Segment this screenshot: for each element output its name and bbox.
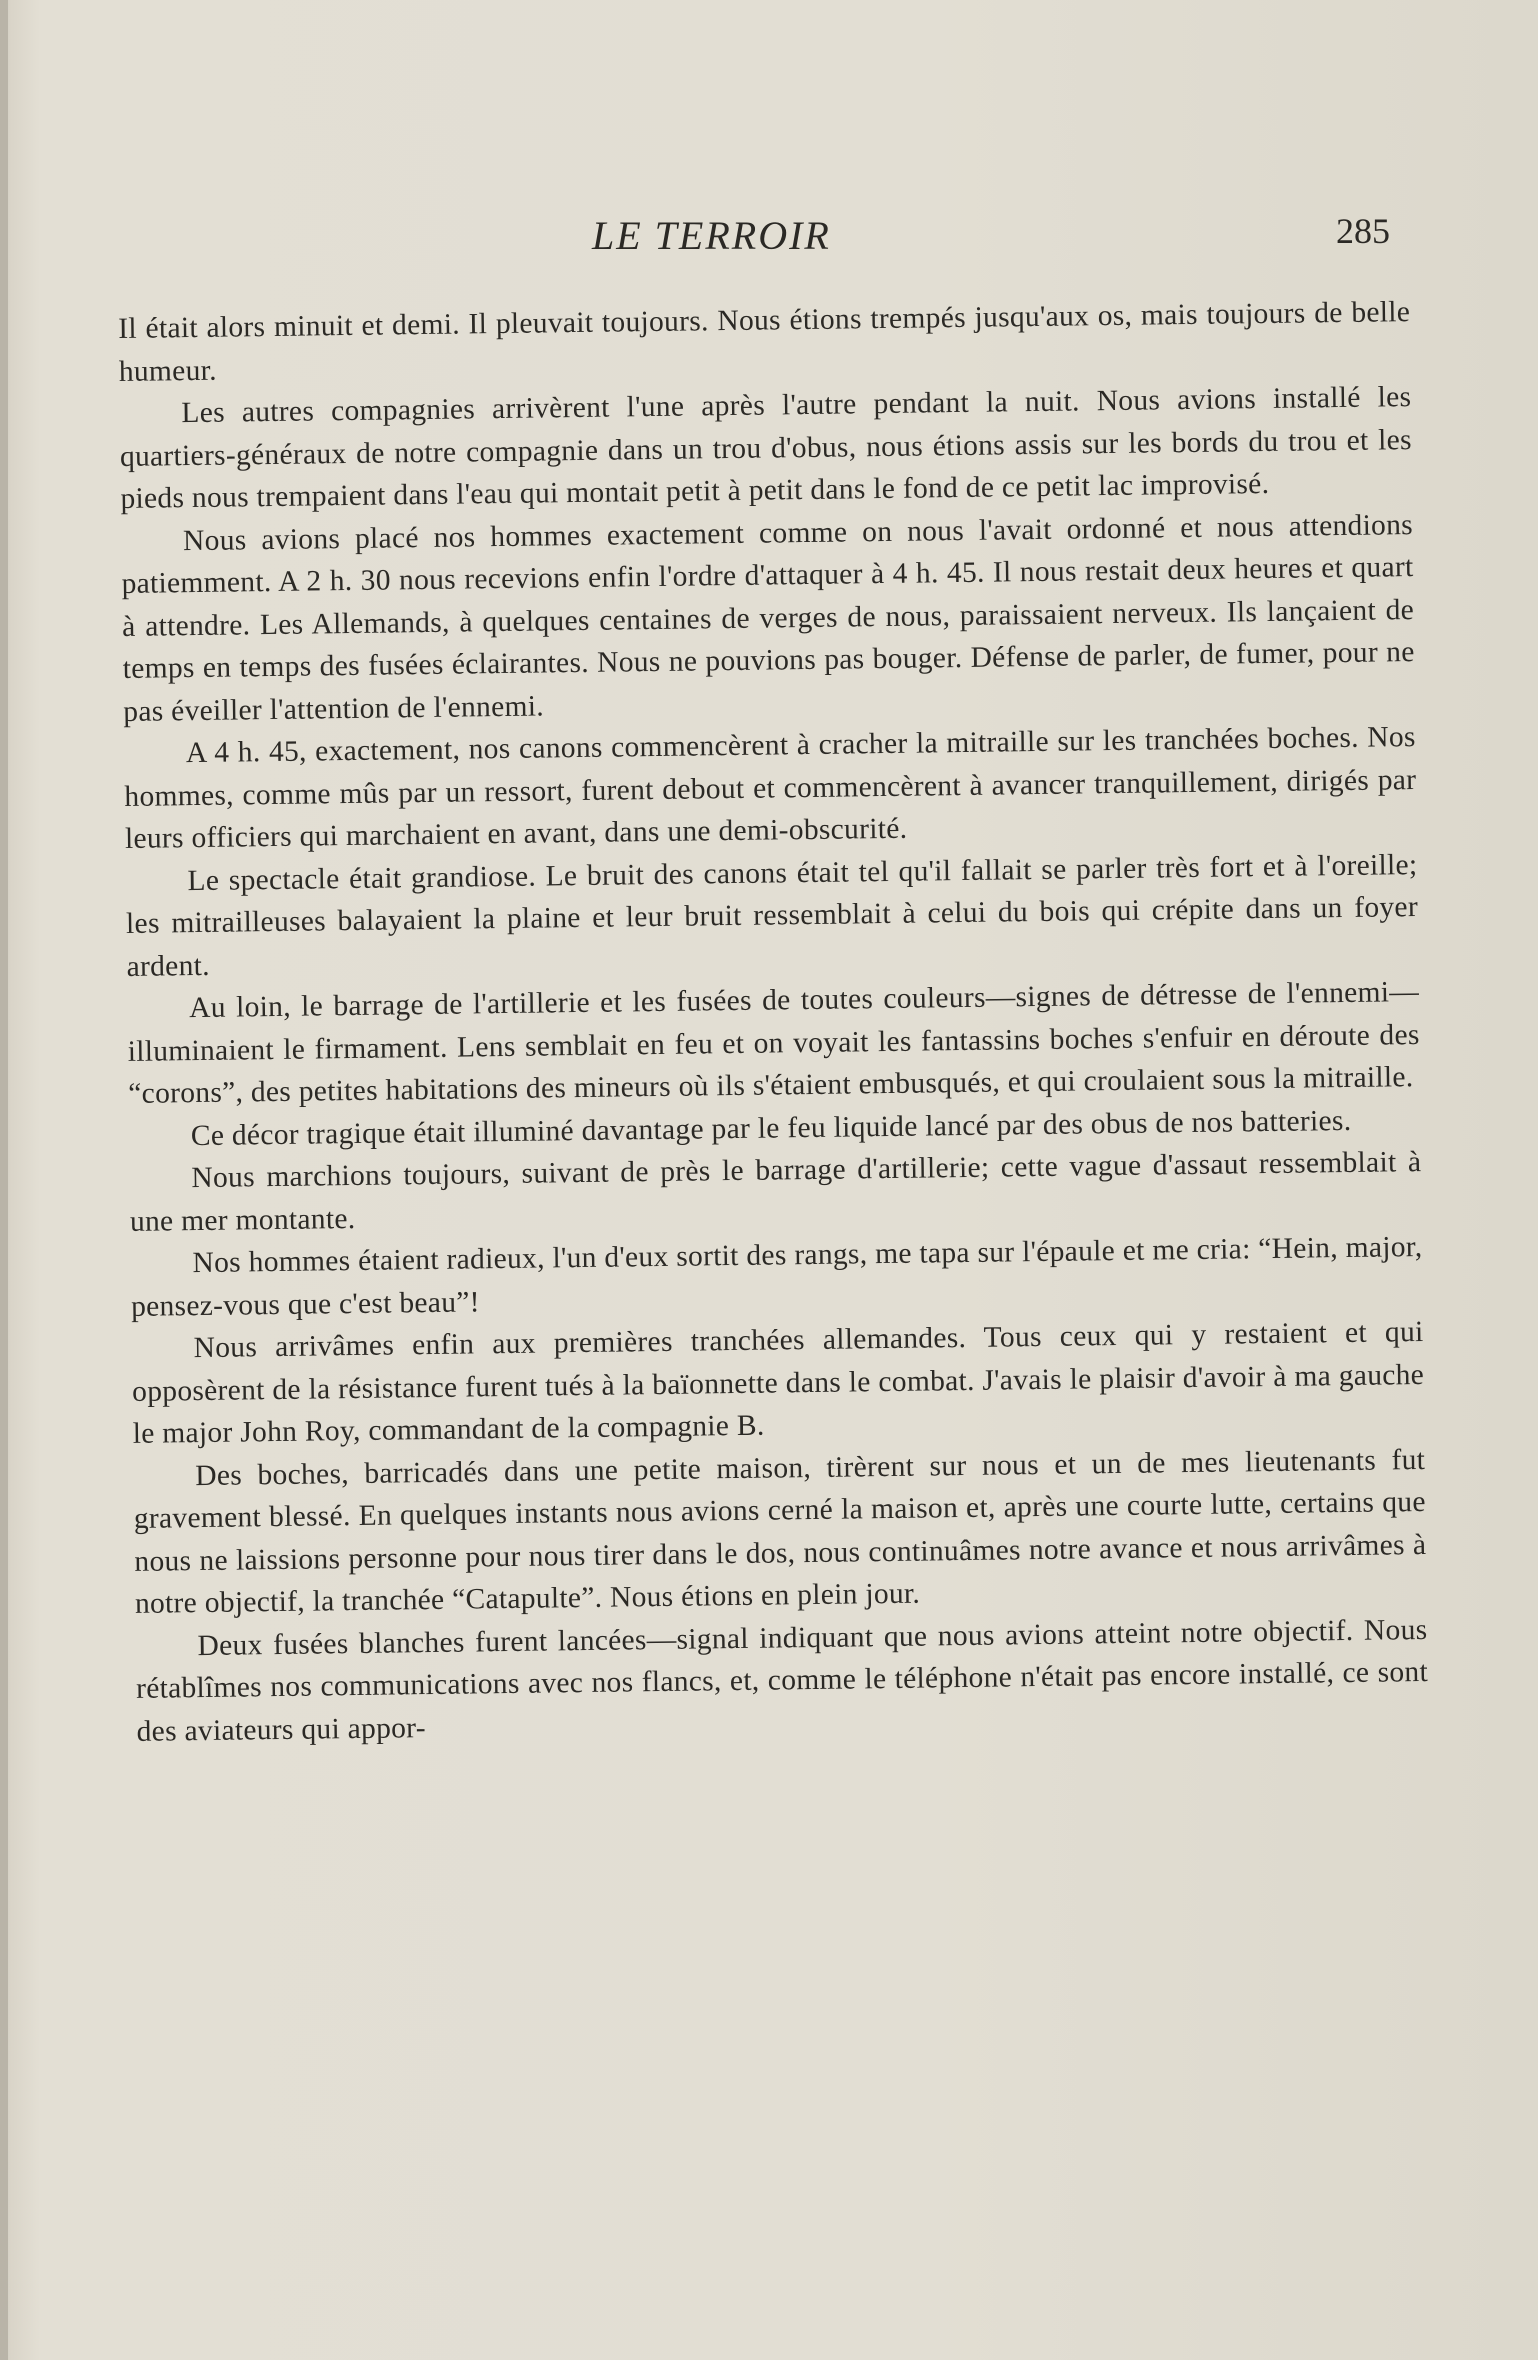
- page-header: [120, 212, 1410, 272]
- body-text: [118, 291, 1429, 1753]
- paragraph: Il était alors minuit et demi. Il pleuvait toujours. Nous étions trempés jusqu'aux os, mais toujours de belle humeur.: [118, 296, 1411, 388]
- paragraph: Nous arrivâmes enfin aux premières tranchées allemandes. Tous ceux qui y restaient et qui opposèrent de la résistance furent tués à la baïonnette dans le combat. J'avais le plaisir d'avoir à ma gauche le major John Roy, commandant de la compagnie B.: [131, 1316, 1425, 1450]
- paragraph: A 4 h. 45, exactement, nos canons commencèrent à cracher la mitraille sur les tranchées boches. Nos hommes, comme mûs par un ressort, furent debout et commencèrent à avancer tranquillement, dirigés par leurs officiers qui marchaient en avant, dans une demi-obscurité.: [124, 721, 1417, 855]
- paragraph: Des boches, barricadés dans une petite maison, tirèrent sur nous et un de mes lieutenants fut gravement blessé. En quelques instants nous avions cerné la maison et, après une courte lutte, certains que nous ne laissions personne pour nous tirer dans le dos, nous continuâmes notre avance et nous arrivâmes à notre objectif, la tranchée “Catapulte”. Nous étions en plein jour.: [133, 1443, 1427, 1620]
- paragraph: Les autres compagnies arrivèrent l'une après l'autre pendant la nuit. Nous avions installé les quartiers-généraux de notre compagnie dans un trou d'obus, nous étions assis sur les bords du trou et les pieds nous trempaient dans l'eau qui montait petit à petit dans le fond de ce petit lac improvisé.: [119, 381, 1413, 515]
- paragraph: Le spectacle était grandiose. Le bruit des canons était tel qu'il fallait se parler très fort et à l'oreille; les mitrailleuses balayaient la plaine et leur bruit ressemblait à celui du bois qui crépite dans un foyer ardent.: [125, 848, 1419, 983]
- page-number: 285: [1336, 211, 1390, 251]
- book-spine-shadow: [0, 0, 8, 2360]
- paragraph: Ce décor tragique était illuminé davantage par le feu liquide lancé par des obus de nos batteries.: [190, 1104, 1352, 1152]
- paragraph: Nos hommes étaient radieux, l'un d'eux sortit des rangs, me tapa sur l'épaule et me cria: “Hein, major, pensez-vous que c'est beau”!: [130, 1231, 1423, 1323]
- paragraph: Nous avions placé nos hommes exactement comme on nous l'avait ordonné et nous attendions patiemment. A 2 h. 30 nous recevions enfin l'ordre d'attaquer à 4 h. 45. Il nous restait deux heures et quart à attendre. Les Allemands, à quelques centaines de verges de nous, paraissaient nerveux. Ils lançaient de temps en temps des fusées éclairantes. Nous ne pouvions pas bouger. Défense de parler, de fumer, pour ne pas éveiller l'attention de l'ennemi.: [121, 508, 1415, 728]
- paragraph: Deux fusées blanches furent lancées—signal indiquant que nous avions atteint notre objectif. Nous rétablîmes nos communications avec nos flancs, et, comme le téléphone n'était pas encore installé, ce sont des aviateurs qui appor-: [135, 1613, 1429, 1748]
- running-title: LE TERROIR: [592, 213, 831, 258]
- paragraph: Nous marchions toujours, suivant de près le barrage d'artillerie; cette vague d'assaut ressemblait à une mer montante.: [129, 1146, 1422, 1238]
- paragraph: Au loin, le barrage de l'artillerie et les fusées de toutes couleurs—signes de détresse de l'ennemi—illuminaient le firmament. Lens semblait en feu et on voyait les fantassins boches s'enfuir en déroute des “corons”, des petites habitations des mineurs où ils s'étaient embusqués, et qui croulaient sous la mitraille.: [127, 976, 1420, 1110]
